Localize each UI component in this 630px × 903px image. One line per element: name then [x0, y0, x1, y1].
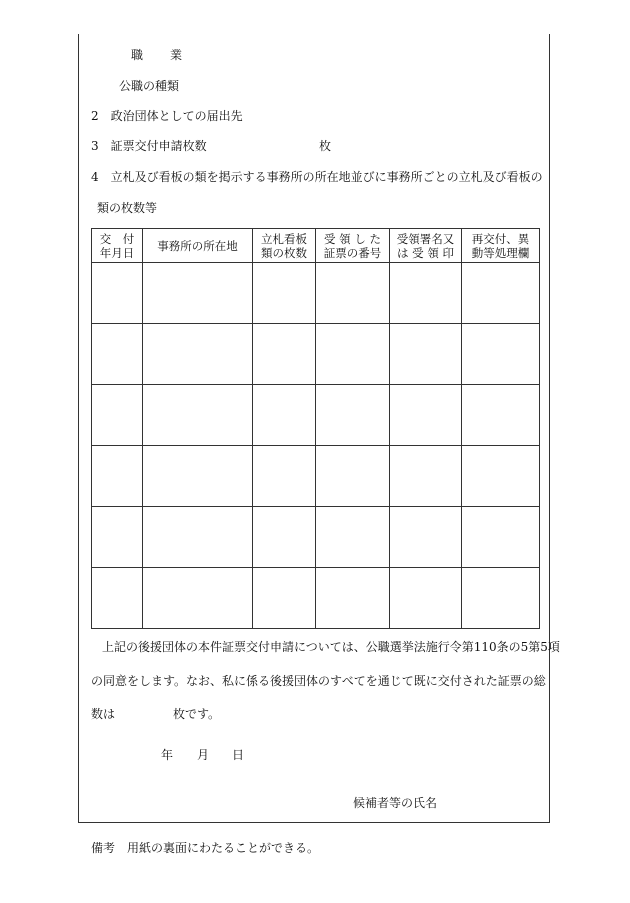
item-4-description: 4 立札及び看板の類を掲示する事務所の所在地並びに事務所ごとの立札及び看板の: [91, 170, 543, 184]
header-reissue-notes: 再交付、異 動等処理欄: [462, 229, 540, 263]
table-cell[interactable]: [462, 385, 540, 446]
table-row: [92, 568, 540, 629]
table-cell[interactable]: [390, 568, 462, 629]
table-cell[interactable]: [92, 263, 143, 324]
table-cell[interactable]: [462, 507, 540, 568]
date-year-label: 年: [161, 748, 174, 762]
table-cell[interactable]: [316, 507, 390, 568]
table-cell[interactable]: [143, 507, 253, 568]
office-register-table: [91, 228, 540, 629]
table-row: [92, 324, 540, 385]
table-cell[interactable]: [253, 263, 316, 324]
table-header-row: [92, 229, 540, 263]
table-cell[interactable]: [316, 263, 390, 324]
table-row: [92, 385, 540, 446]
header-office-location: 事務所の所在地: [143, 229, 253, 263]
consent-total-label: 数は: [91, 707, 116, 721]
table-cell[interactable]: [390, 507, 462, 568]
header-sign-count: 立札看板 類の枚数: [253, 229, 316, 263]
table-cell[interactable]: [143, 324, 253, 385]
consent-text-line-2: の同意をします。なお、私に係る後援団体のすべてを通じて既に交付された証票の総: [91, 674, 546, 688]
table-cell[interactable]: [92, 507, 143, 568]
table-cell[interactable]: [390, 385, 462, 446]
table-cell[interactable]: [390, 324, 462, 385]
table-cell[interactable]: [462, 324, 540, 385]
item-3-unit: 枚: [319, 139, 332, 153]
table-row: [92, 263, 540, 324]
table-row: [92, 507, 540, 568]
table-cell[interactable]: [316, 568, 390, 629]
table-cell[interactable]: [462, 446, 540, 507]
table-cell[interactable]: [390, 446, 462, 507]
remarks-note: 備考 用紙の裏面にわたることができる。: [91, 841, 320, 855]
table-cell[interactable]: [316, 324, 390, 385]
table-cell[interactable]: [143, 385, 253, 446]
item-4-description-cont: 類の枚数等: [97, 201, 158, 215]
public-office-label: 公職の種類: [119, 79, 180, 93]
header-receipt-signature: 受領署名又 は 受 領 印: [390, 229, 462, 263]
table-cell[interactable]: [143, 263, 253, 324]
table-row: [92, 446, 540, 507]
table-cell[interactable]: [390, 263, 462, 324]
table-cell[interactable]: [92, 385, 143, 446]
candidate-name-label: 候補者等の氏名: [353, 796, 438, 810]
item-3-certificate-count-label: 3 証票交付申請枚数: [91, 139, 207, 153]
table-cell[interactable]: [316, 446, 390, 507]
table-cell[interactable]: [143, 568, 253, 629]
table-cell[interactable]: [253, 446, 316, 507]
table-cell[interactable]: [253, 324, 316, 385]
table-cell[interactable]: [462, 568, 540, 629]
occupation-label: 職 業: [131, 48, 184, 62]
table-cell[interactable]: [143, 446, 253, 507]
header-certificate-number: 受 領 し た 証票の番号: [316, 229, 390, 263]
table-cell[interactable]: [253, 568, 316, 629]
table-cell[interactable]: [92, 568, 143, 629]
date-day-label: 日: [232, 748, 245, 762]
consent-text-line-1: 上記の後援団体の本件証票交付申請については、公職選挙法施行令第110条の5第5項: [102, 640, 560, 654]
consent-total-unit: 枚です。: [173, 707, 221, 721]
table-cell[interactable]: [316, 385, 390, 446]
header-issue-date: 交 付 年月日: [92, 229, 143, 263]
table-cell[interactable]: [92, 324, 143, 385]
item-2-political-registration: 2 政治団体としての届出先: [91, 109, 243, 123]
table-cell[interactable]: [253, 385, 316, 446]
table-cell[interactable]: [253, 507, 316, 568]
table-cell[interactable]: [92, 446, 143, 507]
date-month-label: 月: [197, 748, 210, 762]
table-cell[interactable]: [462, 263, 540, 324]
